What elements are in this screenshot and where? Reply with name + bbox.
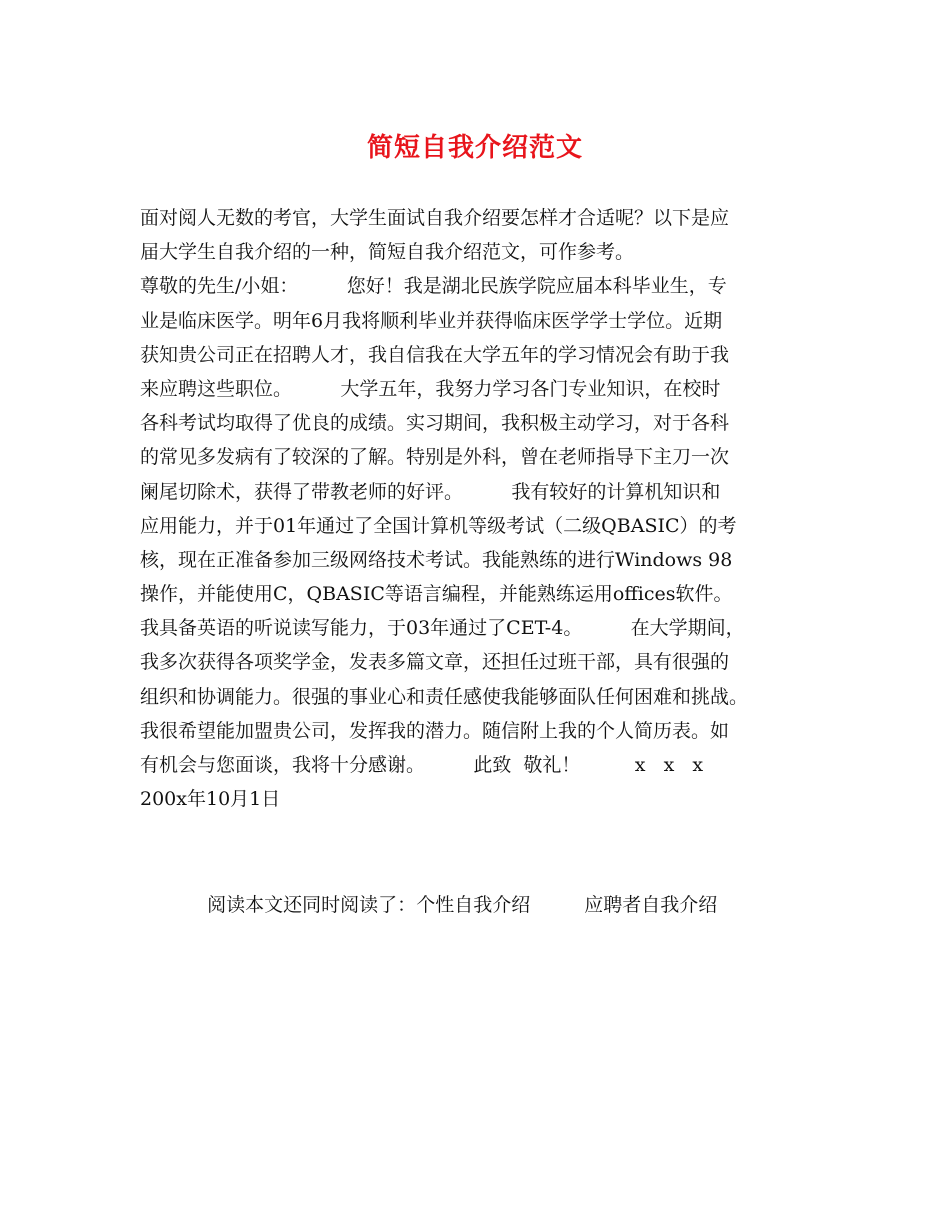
related-link-personality-intro[interactable]: 个性自我介绍: [416, 894, 531, 916]
document-body: [140, 201, 820, 816]
body-line: 操作，并能使用C，QBASIC等语言编程，并能熟练运用offices软件。: [140, 583, 733, 606]
body-line: 我具备英语的听说读写能力，于03年通过了CET-4。 在大学期间，: [140, 617, 745, 640]
related-link-applicant-intro[interactable]: 应聘者自我介绍: [584, 894, 718, 916]
body-line: 我多次获得各项奖学金，发表多篇文章，还担任过班干部，具有很强的: [140, 651, 730, 674]
body-line: 我很希望能加盟贵公司，发挥我的潜力。随信附上我的个人简历表。如: [140, 719, 730, 742]
body-line: 有机会与您面谈，我将十分感谢。 此致 敬礼！ x x x: [140, 754, 704, 776]
related-reading: [183, 854, 717, 956]
body-line: 届大学生自我介绍的一种，简短自我介绍范文，可作参考。: [140, 241, 635, 264]
body-line: 获知贵公司正在招聘人才，我自信我在大学五年的学习情况会有助于我: [140, 343, 730, 366]
body-line: 来应聘这些职位。 大学五年，我努力学习各门专业知识，在校时: [140, 377, 721, 400]
related-prefix: 阅读本文还同时阅读了：: [207, 894, 417, 916]
body-line: 200x年10月1日: [140, 788, 281, 811]
body-line: 应用能力，并于01年通过了全国计算机等级考试（二级QBASIC）的考: [140, 514, 737, 537]
body-line: 尊敬的先生/小姐： 您好！我是湖北民族学院应届本科毕业生，专: [140, 275, 727, 298]
body-line: 阑尾切除术，获得了带教老师的好评。 我有较好的计算机知识和: [140, 480, 721, 503]
body-line: 业是临床医学。明年6月我将顺利毕业并获得临床医学学士学位。近期: [140, 309, 723, 332]
body-line: 核，现在正准备参加三级网络技术考试。我能熟练的进行Windows 98: [140, 548, 733, 571]
body-line: 的常见多发病有了较深的了解。特别是外科，曾在老师指导下主刀一次: [140, 446, 730, 469]
body-line: 组织和协调能力。很强的事业心和责任感使我能够面队任何困难和挑战。: [140, 685, 749, 708]
body-line: 面对阅人无数的考官，大学生面试自我介绍要怎样才合适呢？以下是应: [140, 207, 730, 229]
body-line: 各科考试均取得了优良的成绩。实习期间，我积极主动学习，对于各科: [140, 412, 730, 435]
document-title: 简短自我介绍范文: [366, 133, 583, 163]
